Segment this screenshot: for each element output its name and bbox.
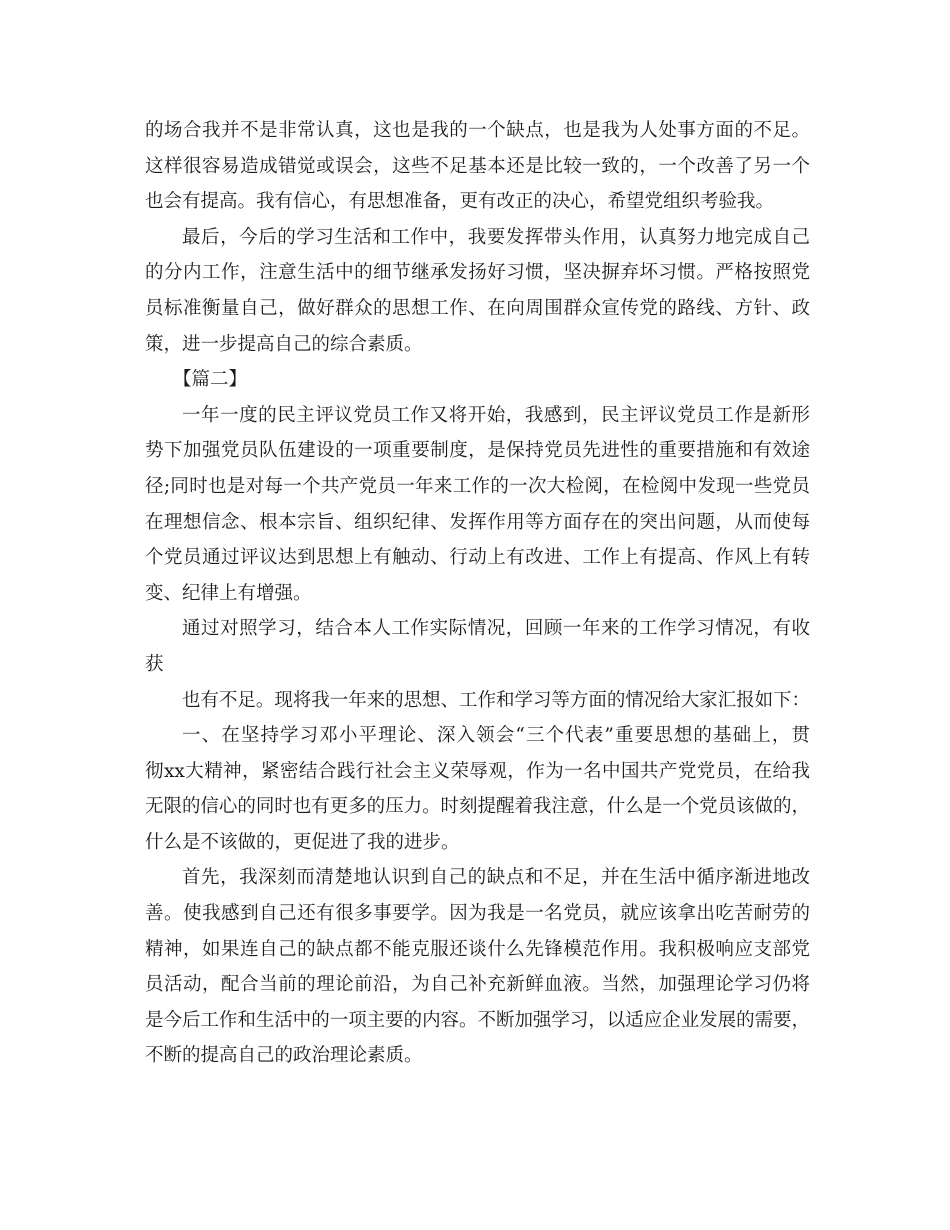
text-line: 策，进一步提高自己的综合素质。 bbox=[145, 333, 423, 355]
text-line: 无限的信心的同时也有更多的压力。时刻提醒着我注意，什么是一个党员该做的， bbox=[145, 796, 810, 818]
text-line: 是今后工作和生活中的一项主要的内容。不断加强学习，以适应企业发展的需要， bbox=[145, 1009, 810, 1031]
text-line: 势下加强党员队伍建设的一项重要制度，是保持党员先进性的重要措施和有效途 bbox=[145, 440, 810, 462]
text-line: 获 bbox=[145, 653, 164, 675]
section-heading: 【篇二】 bbox=[173, 369, 248, 391]
text-line: 善。使我感到自己还有很多事要学。因为我是一名党员，就应该拿出吃苦耐劳的 bbox=[145, 903, 810, 925]
text-line: 一、在坚持学习邓小平理论、深入领会“三个代表”重要思想的基础上，贯 bbox=[182, 725, 810, 747]
text-line: 也有不足。现将我一年来的思想、工作和学习等方面的情况给大家汇报如下： bbox=[182, 689, 810, 711]
text-line: 在理想信念、根本宗旨、组织纪律、发挥作用等方面存在的突出问题，从而使每 bbox=[145, 511, 810, 533]
text-line: 彻xx大精神，紧密结合践行社会主义荣辱观，作为一名中国共产党党员，在给我 bbox=[145, 760, 810, 782]
document-body bbox=[145, 113, 810, 1074]
text-line: 个党员通过评议达到思想上有触动、行动上有改进、工作上有提高、作风上有转 bbox=[145, 547, 810, 569]
text-line: 员活动，配合当前的理论前沿，为自己补充新鲜血液。当然，加强理论学习仍将 bbox=[145, 974, 810, 996]
text-line: 径;同时也是对每一个共产党员一年来工作的一次大检阅，在检阅中发现一些党员 bbox=[145, 475, 810, 497]
text-line: 精神，如果连自己的缺点都不能克服还谈什么先锋模范作用。我积极响应支部党 bbox=[145, 938, 810, 960]
text-line: 的场合我并不是非常认真，这也是我的一个缺点，也是我为人处事方面的不足。 bbox=[145, 120, 810, 141]
text-line: 也会有提高。我有信心，有思想准备，更有改正的决心，希望党组织考验我。 bbox=[145, 191, 775, 213]
text-line: 这样很容易造成错觉或误会，这些不足基本还是比较一致的，一个改善了另一个 bbox=[145, 155, 810, 177]
text-line: 的分内工作，注意生活中的细节继承发扬好习惯，坚决摒弃坏习惯。严格按照党 bbox=[145, 262, 810, 284]
text-line: 不断的提高自己的政治理论素质。 bbox=[145, 1045, 423, 1067]
text-line: 首先，我深刻而清楚地认识到自己的缺点和不足，并在生活中循序渐进地改 bbox=[182, 867, 810, 889]
text-line: 通过对照学习，结合本人工作实际情况，回顾一年来的工作学习情况，有收 bbox=[182, 618, 810, 640]
text-line: 什么是不该做的，更促进了我的进步。 bbox=[145, 831, 460, 853]
text-line: 一年一度的民主评议党员工作又将开始，我感到，民主评议党员工作是新形 bbox=[182, 404, 810, 426]
text-line: 最后，今后的学习生活和工作中，我要发挥带头作用，认真努力地完成自己 bbox=[182, 226, 810, 248]
text-line: 变、纪律上有增强。 bbox=[145, 582, 312, 604]
text-line: 员标准衡量自己，做好群众的思想工作、在向周围群众宣传党的路线、方针、政 bbox=[145, 297, 810, 319]
